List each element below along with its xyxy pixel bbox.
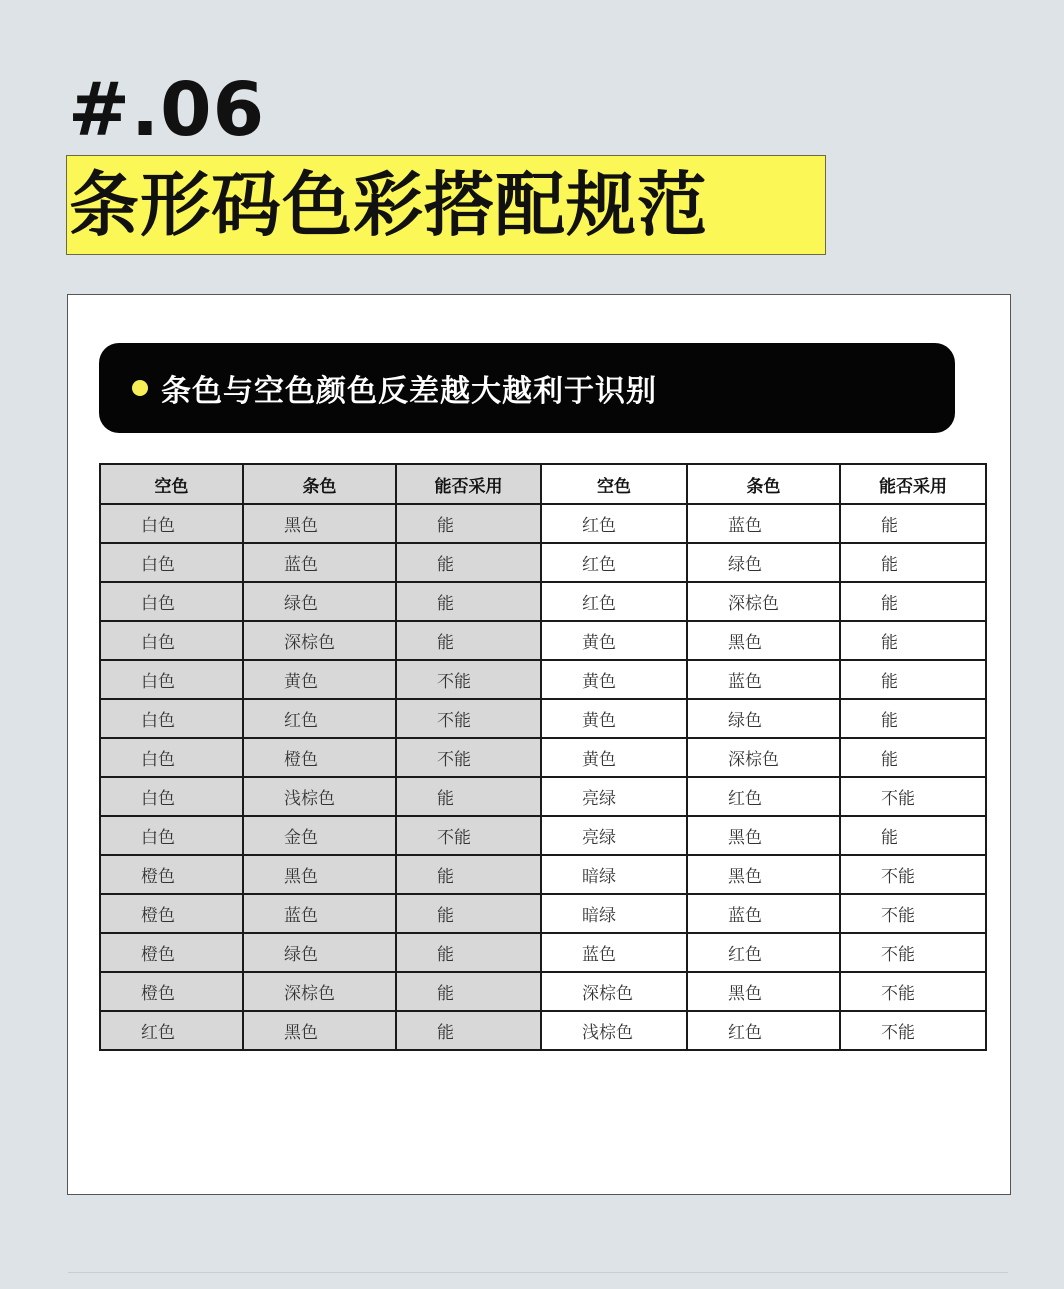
cell-background-color-left: 白色 [100,504,243,543]
header-background-color-left: 空色 [100,464,243,504]
header-background-color-right: 空色 [541,464,687,504]
cell-background-color-left: 白色 [100,699,243,738]
color-combination-table [99,463,987,1051]
cell-usable-right: 不能 [840,933,986,972]
table-row [100,894,986,933]
tip-banner [99,343,955,433]
cell-usable-right: 不能 [840,1011,986,1050]
table-row [100,855,986,894]
header-usable-left: 能否采用 [396,464,541,504]
cell-background-color-left: 白色 [100,777,243,816]
table-row [100,1011,986,1050]
cell-background-color-left: 白色 [100,621,243,660]
cell-background-color-right: 黄色 [541,699,687,738]
section-number: #.06 [68,67,266,153]
cell-background-color-right: 亮绿 [541,777,687,816]
tip-banner-text: 条色与空色颜色反差越大越利于识别 [161,374,657,409]
cell-bar-color-right: 红色 [687,777,840,816]
table-row [100,699,986,738]
cell-background-color-right: 深棕色 [541,972,687,1011]
cell-background-color-right: 黄色 [541,621,687,660]
cell-bar-color-right: 黑色 [687,855,840,894]
cell-usable-left: 能 [396,972,541,1011]
cell-usable-left: 不能 [396,660,541,699]
cell-background-color-right: 蓝色 [541,933,687,972]
cell-background-color-left: 白色 [100,738,243,777]
page-title: 条形码色彩搭配规范 [69,164,708,246]
cell-usable-left: 能 [396,621,541,660]
table-row [100,816,986,855]
table-row [100,582,986,621]
table-row [100,660,986,699]
cell-bar-color-left: 黑色 [243,1011,396,1050]
cell-usable-right: 能 [840,738,986,777]
cell-bar-color-right: 蓝色 [687,660,840,699]
cell-bar-color-right: 黑色 [687,621,840,660]
cell-bar-color-left: 浅棕色 [243,777,396,816]
table-body [100,504,986,1050]
cell-usable-left: 能 [396,933,541,972]
cell-usable-right: 能 [840,660,986,699]
cell-bar-color-right: 绿色 [687,543,840,582]
header-bar-color-left: 条色 [243,464,396,504]
cell-bar-color-right: 绿色 [687,699,840,738]
cell-usable-right: 不能 [840,777,986,816]
cell-background-color-left: 橙色 [100,972,243,1011]
table-row [100,933,986,972]
cell-bar-color-left: 蓝色 [243,543,396,582]
cell-usable-left: 能 [396,543,541,582]
cell-background-color-right: 浅棕色 [541,1011,687,1050]
cell-bar-color-left: 绿色 [243,582,396,621]
cell-bar-color-right: 黑色 [687,972,840,1011]
cell-usable-left: 能 [396,777,541,816]
cell-usable-right: 能 [840,543,986,582]
cell-bar-color-left: 金色 [243,816,396,855]
cell-usable-left: 能 [396,855,541,894]
cell-usable-left: 能 [396,582,541,621]
cell-background-color-right: 黄色 [541,738,687,777]
cell-background-color-left: 白色 [100,816,243,855]
cell-usable-left: 能 [396,1011,541,1050]
cell-background-color-left: 白色 [100,543,243,582]
cell-bar-color-left: 深棕色 [243,621,396,660]
cell-usable-right: 不能 [840,894,986,933]
header-bar-color-right: 条色 [687,464,840,504]
cell-background-color-right: 亮绿 [541,816,687,855]
bullet-dot-icon [132,380,148,396]
cell-bar-color-left: 黄色 [243,660,396,699]
cell-background-color-right: 红色 [541,543,687,582]
cell-background-color-left: 橙色 [100,855,243,894]
cell-background-color-right: 红色 [541,582,687,621]
cell-background-color-right: 暗绿 [541,855,687,894]
cell-usable-right: 不能 [840,972,986,1011]
cell-background-color-left: 白色 [100,660,243,699]
cell-bar-color-right: 红色 [687,933,840,972]
table-row [100,504,986,543]
cell-bar-color-right: 蓝色 [687,504,840,543]
cell-usable-left: 不能 [396,699,541,738]
cell-background-color-right: 黄色 [541,660,687,699]
cell-background-color-right: 红色 [541,504,687,543]
table-row [100,621,986,660]
cell-bar-color-right: 黑色 [687,816,840,855]
cell-bar-color-left: 红色 [243,699,396,738]
table-header-row [100,464,986,504]
cell-bar-color-right: 红色 [687,1011,840,1050]
table-row [100,777,986,816]
cell-background-color-left: 白色 [100,582,243,621]
cell-bar-color-right: 深棕色 [687,582,840,621]
header-usable-right: 能否采用 [840,464,986,504]
cell-bar-color-left: 橙色 [243,738,396,777]
bottom-divider [68,1272,1008,1273]
cell-bar-color-left: 蓝色 [243,894,396,933]
cell-bar-color-left: 绿色 [243,933,396,972]
cell-usable-left: 不能 [396,816,541,855]
cell-usable-right: 能 [840,699,986,738]
cell-bar-color-right: 深棕色 [687,738,840,777]
cell-background-color-left: 橙色 [100,933,243,972]
cell-usable-left: 不能 [396,738,541,777]
title-highlight [66,155,826,255]
cell-usable-right: 能 [840,621,986,660]
cell-background-color-left: 橙色 [100,894,243,933]
cell-bar-color-right: 蓝色 [687,894,840,933]
cell-bar-color-left: 黑色 [243,855,396,894]
content-panel [67,294,1011,1195]
table-row [100,972,986,1011]
cell-usable-right: 能 [840,816,986,855]
cell-usable-right: 能 [840,582,986,621]
cell-bar-color-left: 黑色 [243,504,396,543]
cell-background-color-left: 红色 [100,1011,243,1050]
table-row [100,543,986,582]
cell-usable-right: 能 [840,504,986,543]
cell-usable-left: 能 [396,504,541,543]
cell-background-color-right: 暗绿 [541,894,687,933]
cell-usable-right: 不能 [840,855,986,894]
table-row [100,738,986,777]
cell-usable-left: 能 [396,894,541,933]
cell-bar-color-left: 深棕色 [243,972,396,1011]
